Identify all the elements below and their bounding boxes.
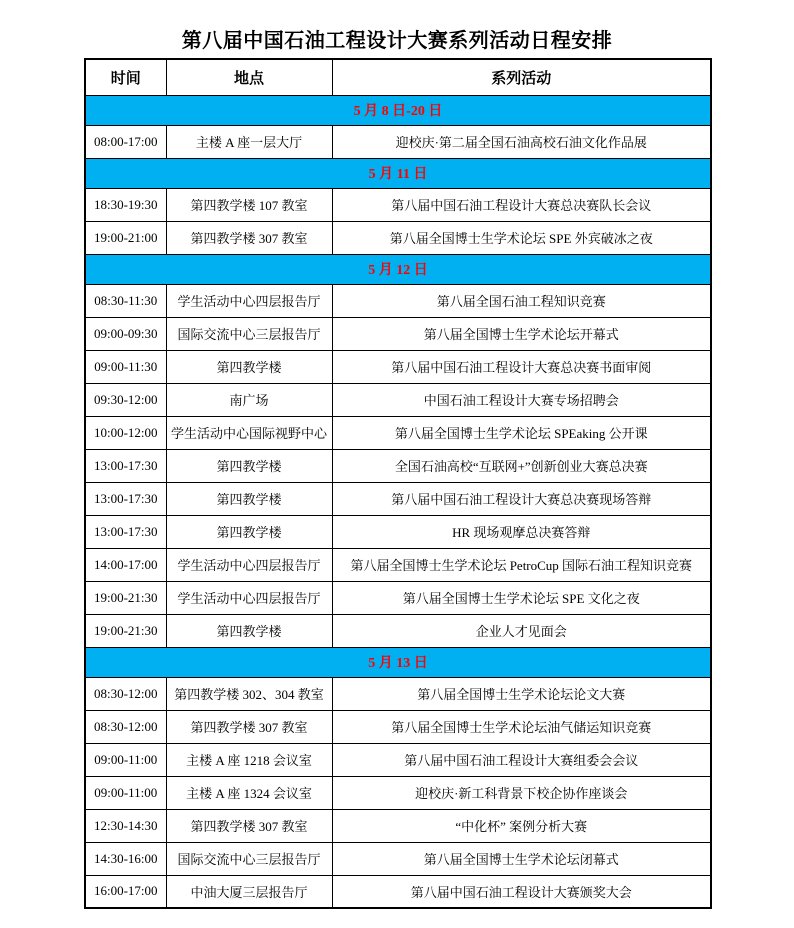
schedule-table-header [85, 59, 711, 95]
schedule-row [85, 710, 711, 743]
schedule-row [85, 125, 711, 158]
time-cell: 08:30-12:00 [85, 677, 166, 710]
time-cell: 16:00-17:00 [85, 875, 166, 908]
activity-cell: 第八届中国石油工程设计大赛颁奖大会 [332, 875, 711, 908]
time-cell: 08:00-17:00 [85, 125, 166, 158]
location-cell: 学生活动中心四层报告厅 [166, 284, 332, 317]
activity-cell: 第八届中国石油工程设计大赛总决赛书面审阅 [332, 350, 711, 383]
time-cell: 09:00-11:00 [85, 776, 166, 809]
activity-cell: 第八届全国博士生学术论坛 SPE 外宾破冰之夜 [332, 221, 711, 254]
schedule-row [85, 842, 711, 875]
location-cell: 第四教学楼 107 教室 [166, 188, 332, 221]
date-band-row [85, 95, 711, 125]
time-cell: 19:00-21:30 [85, 614, 166, 647]
time-cell: 08:30-11:30 [85, 284, 166, 317]
activity-cell: 第八届全国博士生学术论坛油气储运知识竞赛 [332, 710, 711, 743]
date-band: 5 月 8 日-20 日 [85, 95, 711, 125]
activity-cell: 迎校庆·第二届全国石油高校石油文化作品展 [332, 125, 711, 158]
location-cell: 学生活动中心四层报告厅 [166, 581, 332, 614]
schedule-row [85, 809, 711, 842]
time-cell: 19:00-21:30 [85, 581, 166, 614]
column-header-activity: 系列活动 [332, 59, 711, 95]
location-cell: 国际交流中心三层报告厅 [166, 317, 332, 350]
schedule-row [85, 677, 711, 710]
time-cell: 14:30-16:00 [85, 842, 166, 875]
date-band: 5 月 13 日 [85, 647, 711, 677]
location-cell: 中油大厦三层报告厅 [166, 875, 332, 908]
time-cell: 19:00-21:00 [85, 221, 166, 254]
schedule-row [85, 416, 711, 449]
activity-cell: “中化杯” 案例分析大赛 [332, 809, 711, 842]
time-cell: 09:30-12:00 [85, 383, 166, 416]
activity-cell: 企业人才见面会 [332, 614, 711, 647]
date-band: 5 月 11 日 [85, 158, 711, 188]
location-cell: 学生活动中心四层报告厅 [166, 548, 332, 581]
time-cell: 12:30-14:30 [85, 809, 166, 842]
schedule-row [85, 548, 711, 581]
schedule-row [85, 581, 711, 614]
location-cell: 南广场 [166, 383, 332, 416]
activity-cell: 第八届中国石油工程设计大赛组委会会议 [332, 743, 711, 776]
schedule-row [85, 284, 711, 317]
schedule-row [85, 188, 711, 221]
location-cell: 第四教学楼 302、304 教室 [166, 677, 332, 710]
activity-cell: HR 现场观摩总决赛答辩 [332, 515, 711, 548]
location-cell: 第四教学楼 [166, 482, 332, 515]
column-header-time: 时间 [85, 59, 166, 95]
schedule-table-body [85, 95, 711, 908]
schedule-row [85, 317, 711, 350]
location-cell: 国际交流中心三层报告厅 [166, 842, 332, 875]
activity-cell: 迎校庆·新工科背景下校企协作座谈会 [332, 776, 711, 809]
activity-cell: 第八届全国博士生学术论坛论文大赛 [332, 677, 711, 710]
schedule-row [85, 875, 711, 908]
schedule-row [85, 515, 711, 548]
time-cell: 08:30-12:00 [85, 710, 166, 743]
date-band: 5 月 12 日 [85, 254, 711, 284]
activity-cell: 全国石油高校“互联网+”创新创业大赛总决赛 [332, 449, 711, 482]
location-cell: 第四教学楼 307 教室 [166, 221, 332, 254]
time-cell: 13:00-17:30 [85, 482, 166, 515]
time-cell: 09:00-11:30 [85, 350, 166, 383]
time-cell: 10:00-12:00 [85, 416, 166, 449]
date-band-row [85, 254, 711, 284]
activity-cell: 第八届中国石油工程设计大赛总决赛队长会议 [332, 188, 711, 221]
location-cell: 第四教学楼 [166, 350, 332, 383]
location-cell: 学生活动中心国际视野中心 [166, 416, 332, 449]
schedule-row [85, 350, 711, 383]
location-cell: 主楼 A 座一层大厅 [166, 125, 332, 158]
activity-cell: 第八届全国博士生学术论坛 SPEaking 公开课 [332, 416, 711, 449]
location-cell: 第四教学楼 307 教室 [166, 809, 332, 842]
activity-cell: 第八届全国博士生学术论坛闭幕式 [332, 842, 711, 875]
location-cell: 第四教学楼 [166, 449, 332, 482]
activity-cell: 第八届全国博士生学术论坛 SPE 文化之夜 [332, 581, 711, 614]
schedule-table [84, 58, 712, 909]
time-cell: 18:30-19:30 [85, 188, 166, 221]
schedule-row [85, 449, 711, 482]
time-cell: 13:00-17:30 [85, 515, 166, 548]
activity-cell: 第八届全国石油工程知识竞赛 [332, 284, 711, 317]
header-row [85, 59, 711, 95]
location-cell: 主楼 A 座 1324 会议室 [166, 776, 332, 809]
schedule-row [85, 482, 711, 515]
schedule-row [85, 221, 711, 254]
activity-cell: 第八届全国博士生学术论坛开幕式 [332, 317, 711, 350]
date-band-row [85, 647, 711, 677]
schedule-row [85, 383, 711, 416]
location-cell: 第四教学楼 [166, 515, 332, 548]
location-cell: 主楼 A 座 1218 会议室 [166, 743, 332, 776]
activity-cell: 第八届中国石油工程设计大赛总决赛现场答辩 [332, 482, 711, 515]
time-cell: 14:00-17:00 [85, 548, 166, 581]
column-header-location: 地点 [166, 59, 332, 95]
time-cell: 13:00-17:30 [85, 449, 166, 482]
schedule-row [85, 614, 711, 647]
time-cell: 09:00-11:00 [85, 743, 166, 776]
activity-cell: 第八届全国博士生学术论坛 PetroCup 国际石油工程知识竞赛 [332, 548, 711, 581]
time-cell: 09:00-09:30 [85, 317, 166, 350]
location-cell: 第四教学楼 307 教室 [166, 710, 332, 743]
schedule-row [85, 743, 711, 776]
location-cell: 第四教学楼 [166, 614, 332, 647]
page-title: 第八届中国石油工程设计大赛系列活动日程安排 [181, 30, 613, 52]
date-band-row [85, 158, 711, 188]
schedule-row [85, 776, 711, 809]
activity-cell: 中国石油工程设计大赛专场招聘会 [332, 383, 711, 416]
